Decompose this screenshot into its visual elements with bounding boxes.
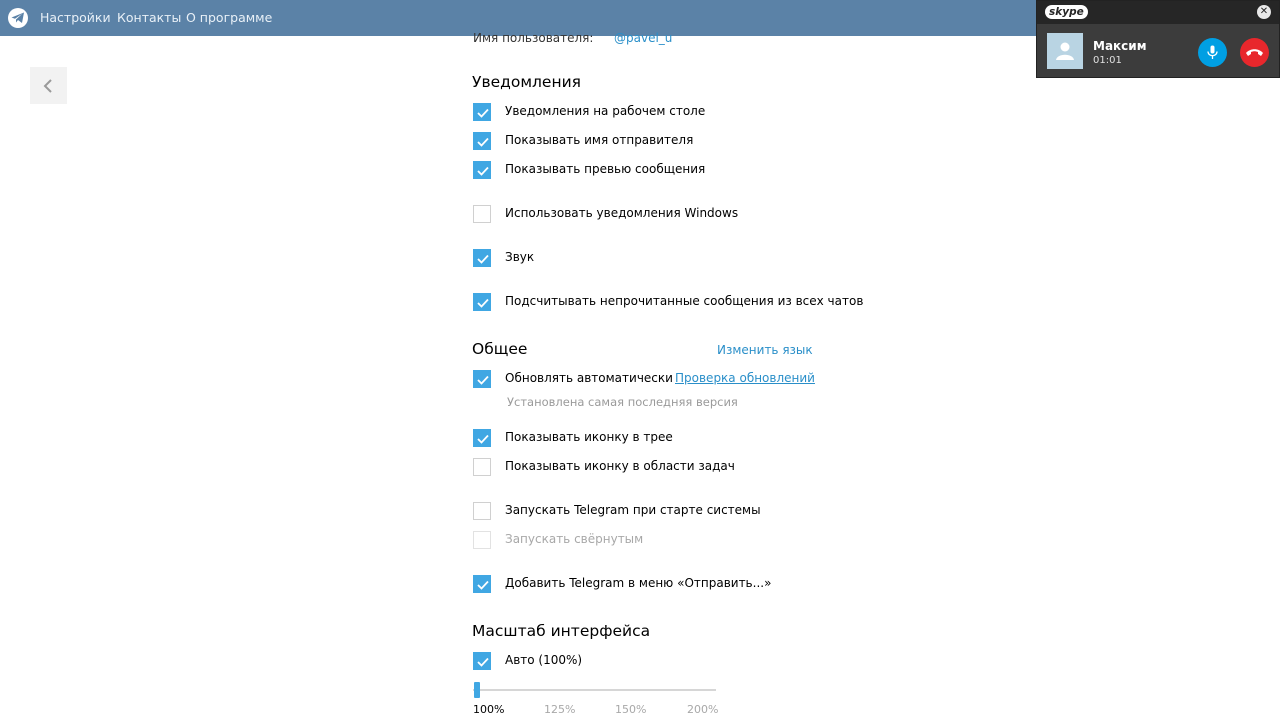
scale-slider-handle[interactable] [474, 682, 480, 698]
show-preview-checkbox[interactable] [473, 161, 491, 179]
show-sender-option[interactable] [473, 132, 873, 154]
menu-settings[interactable]: Настройки [40, 10, 111, 25]
show-sender-checkbox[interactable] [473, 132, 491, 150]
start-minimized-checkbox [473, 531, 491, 549]
sound-checkbox[interactable] [473, 249, 491, 267]
skype-header [1037, 1, 1279, 24]
scale-title: Масштаб интерфейса [472, 622, 651, 640]
scale-tick-100[interactable]: 100% [473, 703, 505, 716]
skype-call-popup [1036, 0, 1280, 78]
desktop-notifications-option[interactable] [473, 103, 873, 125]
desktop-notifications-label: Уведомления на рабочем столе [505, 104, 706, 118]
scale-slider-track[interactable] [473, 689, 716, 691]
back-button[interactable] [30, 67, 67, 104]
count-unread-checkbox[interactable] [473, 293, 491, 311]
auto-update-option[interactable] [473, 370, 873, 392]
sound-option[interactable] [473, 249, 873, 271]
tray-icon-option[interactable] [473, 429, 873, 451]
username-row [473, 31, 673, 45]
user-icon [1056, 41, 1074, 61]
username-link[interactable]: @pavel_u [614, 31, 673, 45]
scale-tick-150[interactable]: 150% [615, 703, 647, 716]
taskbar-icon-option[interactable] [473, 458, 873, 480]
send-to-menu-checkbox[interactable] [473, 575, 491, 593]
show-preview-label: Показывать превью сообщения [505, 162, 706, 176]
caller-name: Максим [1093, 39, 1147, 53]
scale-tick-200[interactable]: 200% [687, 703, 719, 716]
count-unread-label: Подсчитывать непрочитанные сообщения из всех чатов [505, 294, 864, 308]
start-minimized-option [473, 531, 873, 553]
call-duration: 01:01 [1093, 55, 1122, 66]
microphone-icon [1206, 45, 1219, 60]
autostart-option[interactable] [473, 502, 873, 524]
menu-about[interactable]: О программе [186, 10, 273, 25]
close-icon[interactable]: ✕ [1257, 5, 1271, 19]
autostart-label: Запускать Telegram при старте системы [505, 503, 761, 517]
auto-scale-checkbox[interactable] [473, 652, 491, 670]
auto-scale-label: Авто (100%) [505, 653, 583, 667]
avatar [1047, 33, 1083, 69]
scale-tick-125[interactable]: 125% [544, 703, 576, 716]
auto-scale-option[interactable] [473, 652, 873, 674]
settings-content [472, 0, 864, 719]
show-preview-option[interactable] [473, 161, 873, 183]
mute-button[interactable] [1198, 38, 1227, 67]
windows-notifications-checkbox[interactable] [473, 205, 491, 223]
check-updates-link[interactable]: Проверка обновлений [675, 371, 815, 385]
taskbar-icon-checkbox[interactable] [473, 458, 491, 476]
menu-contacts[interactable]: Контакты [117, 10, 182, 25]
phone-hangup-icon [1245, 48, 1264, 57]
general-title: Общее [472, 340, 528, 358]
start-minimized-label: Запускать свёрнутым [505, 532, 644, 546]
change-language-link[interactable]: Изменить язык [717, 343, 813, 357]
desktop-notifications-checkbox[interactable] [473, 103, 491, 121]
tray-icon-checkbox[interactable] [473, 429, 491, 447]
auto-update-checkbox[interactable] [473, 370, 491, 388]
windows-notifications-label: Использовать уведомления Windows [505, 206, 739, 220]
count-unread-option[interactable] [473, 293, 873, 315]
auto-update-label: Обновлять автоматически [505, 371, 673, 385]
version-status: Установлена самая последняя версия [507, 395, 738, 409]
username-label: Имя пользователя: [473, 31, 594, 45]
hang-up-button[interactable] [1240, 38, 1269, 67]
notifications-title: Уведомления [472, 73, 581, 91]
taskbar-icon-label: Показывать иконку в области задач [505, 459, 735, 473]
telegram-logo-icon [8, 8, 28, 28]
windows-notifications-option[interactable] [473, 205, 873, 227]
send-to-menu-option[interactable] [473, 575, 873, 597]
skype-logo: skype [1045, 5, 1088, 19]
show-sender-label: Показывать имя отправителя [505, 133, 694, 147]
autostart-checkbox[interactable] [473, 502, 491, 520]
tray-icon-label: Показывать иконку в трее [505, 430, 673, 444]
sound-label: Звук [505, 250, 535, 264]
chevron-left-icon [43, 79, 53, 93]
send-to-menu-label: Добавить Telegram в меню «Отправить...» [505, 576, 772, 590]
